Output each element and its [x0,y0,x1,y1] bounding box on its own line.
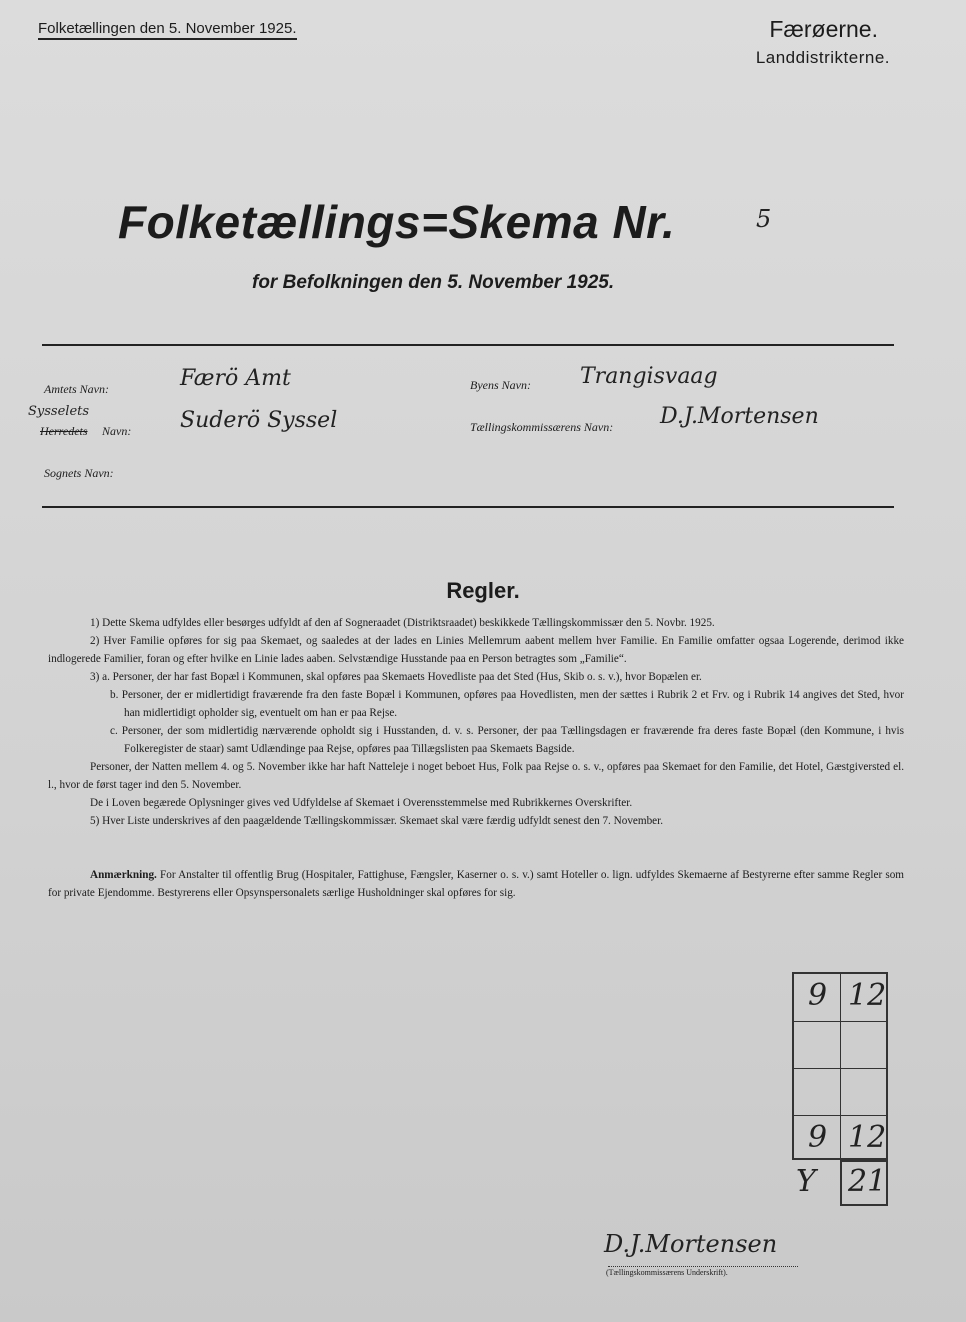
form-subtitle: for Befolkningen den 5. November 1925. [252,272,615,293]
syssel-handwritten-correction: Sysselets [28,404,90,419]
herred-label-struck: Herredets [40,424,88,438]
form-title: Folketællings=Skema Nr. [118,196,676,248]
rules-heading: Regler. [446,578,520,603]
tally-r1-left: 9 [808,978,828,1013]
bottom-divider [42,506,894,508]
rule-2: 2) Hver Familie opføres for sig paa Skemaet, og saaledes at der lades en Linies Mellemrum aabent mellem hver Familie. En Familie omfatter ogsaa Logerende, derimod ikke indlogerede Familier, foran og efter hvilke en Linie lades aaben. Selvstændige Husstande paa en Person betragtes som „Familie“. [48,635,904,665]
tally-total-left: Y [796,1164,816,1199]
top-divider [42,344,894,346]
note-label: Anmærkning. [90,869,157,881]
tally-r4-right: 12 [848,1120,887,1155]
rule-4: De i Loven begærede Oplysninger gives ved Udfyldelse af Skemaet i Overensstemmelse med Rubrikkernes Overskrifter. [90,797,633,809]
form-number-handwritten: 5 [756,205,772,233]
note-text: For Anstalter til offentlig Brug (Hospitaler, Fattighuse, Fængsler, Kaserner o. s. v.) samt Hoteller o. lign. udfyldes Skemaerne af Bestyrerne efter samme Regler som for private Ejendomme. Bestyrerens eller Opsynspersonalets særlige Husholdninger skal opføres for sig. [48,869,904,899]
tally-total-box [840,1160,888,1206]
amt-label: Amtets Navn: [44,382,109,396]
signature-line [608,1266,798,1267]
syssel-value: Suderö Syssel [180,408,338,433]
tally-total-right: 21 [848,1164,887,1199]
header-census-date: Folketællingen den 5. November 1925. [38,20,297,40]
tally-grid [792,972,888,1160]
rule-3d: Personer, der Natten mellem 4. og 5. November ikke har haft Natteleje i noget beboet Hus, Folk paa Rejse o. s. v., opføres paa Skemaet for den Familie, det Hotel, Gæstgiversted el. l., hvor de først tager ind den 5. November. [48,761,904,791]
header-region: Færøerne. [769,16,878,42]
signature-handwritten: D.J.Mortensen [604,1230,778,1258]
rule-5: 5) Hver Liste underskrives af den paagældende Tællingskommissær. Skemaet skal være færdig udfyldt senest den 7. November. [90,815,664,827]
note-paragraph [48,866,904,902]
tally-r4-left: 9 [808,1120,828,1155]
commissioner-label: Tællingskommissærens Navn: [470,420,614,434]
header-district-type: Landdistrikterne. [755,48,890,67]
rule-1: 1) Dette Skema udfyldes eller besørges udfyldt af den af Sogneraadet (Distriktsraadet) beskikkede Tællingskommissær den 5. Novbr. 1925. [90,617,715,629]
rule-3b: b. Personer, der er midlertidigt fraværende fra den faste Bopæl i Kommunen, opføres paa Hovedlisten, men der sættes i Rubrik 2 et Frv. og i Rubrik 14 angives det Sted, hvor han midlertidigt opholder sig, eventuelt om han er paa Rejse. [110,689,904,719]
herred-label-suffix: Navn: [102,424,132,438]
town-label: Byens Navn: [470,378,531,392]
amt-value: Færö Amt [180,366,291,391]
commissioner-value: D.J.Mortensen [660,404,819,429]
tally-r1-right: 12 [848,978,887,1013]
town-value: Trangisvaag [580,364,718,389]
signature-caption: (Tællingskommissærens Underskrift). [606,1268,728,1277]
rule-3c: c. Personer, der som midlertidig nærværende opholdt sig i Husstanden, d. v. s. Personer, der paa Tællingsdagen er fraværende fra deres faste Bopæl (den Kommune, i hvis Folkeregister de staar) samt Udlændinge paa Rejse, opføres paa Tillægslisten paa Skemaets Bagside. [110,725,904,755]
rule-3a: 3) a. Personer, der har fast Bopæl i Kommunen, skal opføres paa Skemaets Hovedliste paa det Sted (Hus, Skib o. s. v.), hvor Bopælen er. [90,671,702,683]
rules-text [48,614,904,830]
parish-label: Sognets Navn: [44,466,114,480]
